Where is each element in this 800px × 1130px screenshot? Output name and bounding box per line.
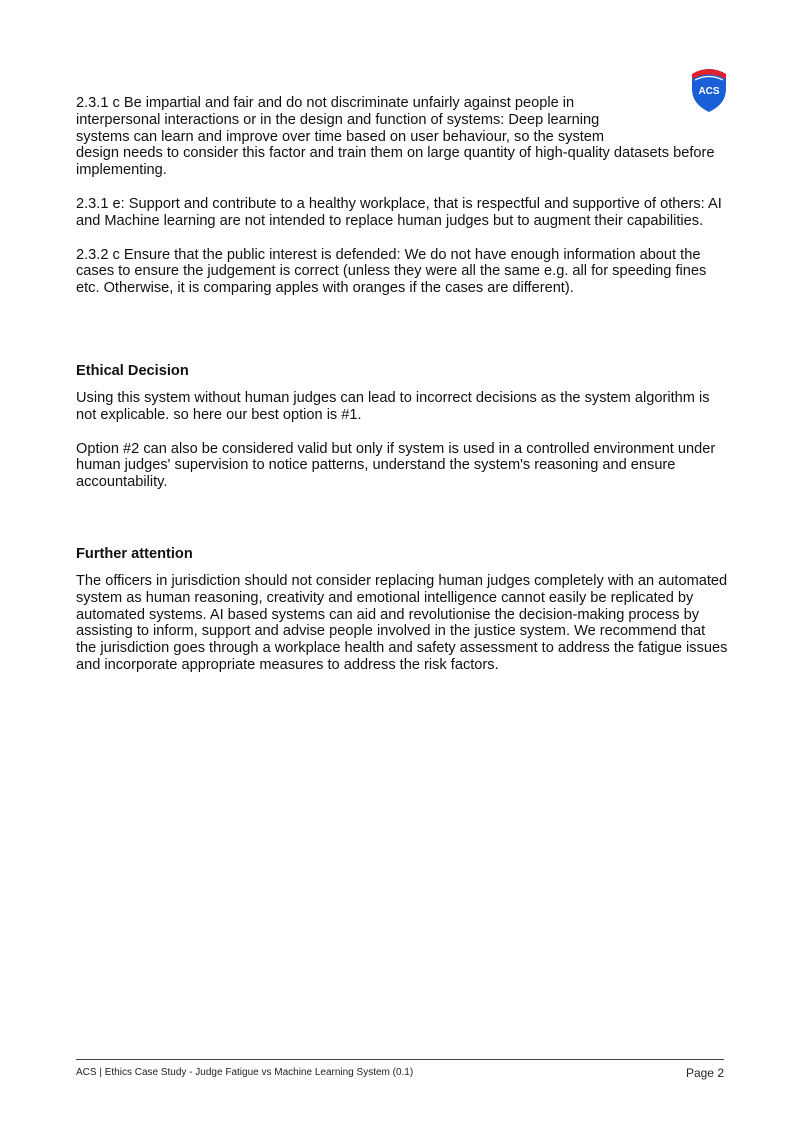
ethical-decision-section <box>76 362 728 491</box>
code-ref-231c-line-3: systems can learn and improve over time based on user behaviour, so the system <box>76 128 605 145</box>
further-attention-heading: Further attention <box>76 546 193 562</box>
ethical-decision-heading: Ethical Decision <box>76 363 189 379</box>
further-attention-para: The officers in jurisdiction should not consider replacing human judges completely with an automated system as human reasoning, creativity and emotional intelligence cannot easily be replicated by automated systems. AI based systems can aid and revolutionise the decision-making process by assisting to inform, support and advise people involved in the justice system. We recommend that the jurisdiction goes through a workplace health and safety assessment to address the fatigue issues and incorporate appropriate measures to address the risk factors. <box>76 573 728 673</box>
footer-document-title: ACS | Ethics Case Study - Judge Fatigue vs Machine Learning System (0.1) <box>76 1067 414 1078</box>
code-ref-231c-line-2: interpersonal interactions or in the design and function of systems: Deep learning <box>76 111 600 128</box>
code-ref-231c-line-4: design needs to consider this factor and train them on large quantity of high-quality datasets before implementing. <box>76 145 715 179</box>
footer-divider <box>76 1059 724 1060</box>
ethical-decision-para-1: Using this system without human judges can lead to incorrect decisions as the system algorithm is not explicable. so here our best option is #1. <box>76 390 710 423</box>
code-ref-231e: 2.3.1 e: Support and contribute to a healthy workplace, that is respectful and supportive of others: AI and Machine learning are not intended to replace human judges but to augment their capabilities. <box>76 195 722 229</box>
ethical-decision-para-2: Option #2 can also be considered valid but only if system is used in a controlled environment under human judges' supervision to notice patterns, understand the system's reasoning and ensure accountability. <box>76 440 716 491</box>
further-attention-section <box>76 545 728 674</box>
code-ref-232c: 2.3.2 c Ensure that the public interest is defended: We do not have enough information about the cases to ensure the judgement is correct (unless they were all the same e.g. all for speeding fines etc. Otherwise, it is comparing apples with oranges if the cases are different). <box>76 246 707 297</box>
code-ref-231c-line-1: 2.3.1 c Be impartial and fair and do not discriminate unfairly against people in <box>76 95 575 111</box>
logo-text: ACS <box>698 86 720 97</box>
code-ref-231c <box>76 95 728 179</box>
page-number: Page 2 <box>685 1066 724 1080</box>
code-references <box>76 95 728 297</box>
